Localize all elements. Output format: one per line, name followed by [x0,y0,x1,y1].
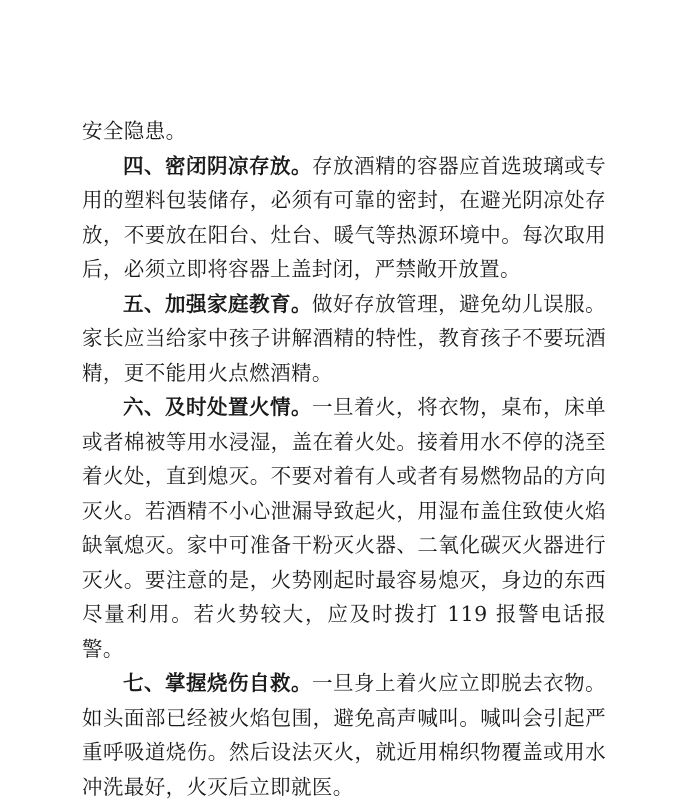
section-storage [82,149,606,287]
section-heading: 六、及时处置火情。 [123,395,313,419]
section-heading: 七、掌握烧伤自救。 [123,671,313,695]
section-body: 一旦着火，将衣物，桌布，床单或者棉被等用水浸湿，盖在着火处。接着用水不停的浇至着火处，直到熄灭。不要对着有人或者有易燃物品的方向灭火。若酒精不小心泄漏导致起火，用湿布盖住致使火焰缺氧熄灭。家中可准备干粉灭火器、二氧化碳灭火器进行灭火。要注意的是，火势刚起时最容易熄灭，身边的东西尽量利用。若火势较大，应及时拨打 119 报警电话报警。 [82,395,606,661]
section-heading: 四、密闭阴凉存放。 [123,153,313,178]
continuation-paragraph: 安全隐患。 [82,119,187,143]
section-body: 存放酒精的容器应首选玻璃或专用的塑料包装储存，必须有可靠的密封，在避光阴凉处存放，不要放在阳台、灶台、暖气等热源环境中。每次取用后，必须立即将容器上盖封闭，严禁敞开放置。 [82,153,606,281]
section-body: 做好存放管理，避免幼儿误服。家长应当给家中孩子讲解酒精的特性，教育孩子不要玩酒精，更不能用火点燃酒精。 [82,291,606,385]
section-heading: 五、加强家庭教育。 [123,291,313,316]
section-burn-self-rescue [82,666,606,804]
section-family-education [82,287,606,391]
section-fire-handling [82,390,606,666]
document-body [82,114,606,804]
section-body: 一旦身上着火应立即脱去衣物。如头面部已经被火焰包围，避免高声喊叫。喊叫会引起严重呼吸道烧伤。然后设法灭火，就近用棉织物覆盖或用水冲洗最好，火灭后立即就医。 [82,671,606,799]
